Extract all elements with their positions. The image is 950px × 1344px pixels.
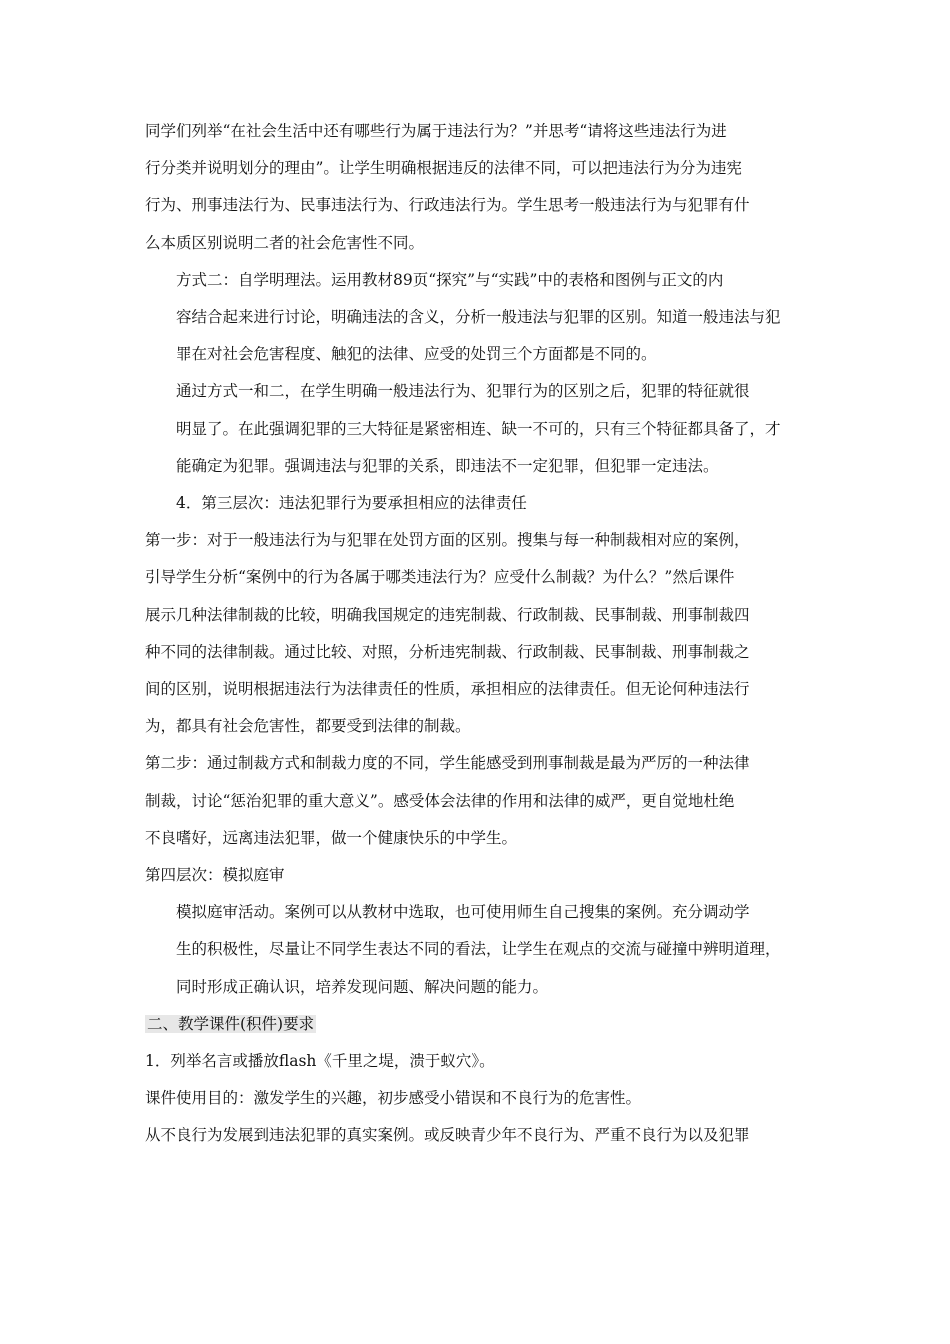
paragraph — [145, 522, 810, 745]
text-line: 1．列举名言或播放flash《千里之堤，溃于蚁穴》。 — [145, 1052, 495, 1071]
paragraph — [145, 113, 810, 262]
text-line: 同时形成正确认识，培养发现问题、解决问题的能力。 — [176, 977, 549, 996]
paragraph — [145, 1080, 810, 1117]
text-line: 方式二：自学明理法。运用教材89页“探究”与“实践”中的表格和图例与正文的内 — [176, 270, 724, 289]
paragraph — [145, 1043, 810, 1080]
text-line: 行分类并说明划分的理由”。让学生明确根据违反的法律不同，可以把违法行为分为违宪 — [145, 159, 742, 178]
text-line: 通过方式一和二，在学生明确一般违法行为、犯罪行为的区别之后，犯罪的特征就很 — [176, 382, 750, 401]
paragraph — [145, 1117, 810, 1154]
text-line: 模拟庭审活动。案例可以从教材中选取，也可使用师生自己搜集的案例。充分调动学 — [176, 903, 750, 922]
paragraph — [145, 894, 810, 1006]
text-line: 明显了。在此强调犯罪的三大特征是紧密相连、缺一不可的，只有三个特征都具备了，才 — [176, 419, 781, 438]
text-line: 罪在对社会危害程度、触犯的法律、应受的处罚三个方面都是不同的。 — [176, 345, 657, 364]
paragraph — [145, 262, 810, 374]
text-line: 第二步：通过制裁方式和制裁力度的不同，学生能感受到刑事制裁是最为严厉的一种法律 — [145, 754, 750, 773]
text-line: 种不同的法律制裁。通过比较、对照，分析违宪制裁、行政制裁、民事制裁、刑事制裁之 — [145, 642, 750, 661]
text-line: 第一步：对于一般违法行为与犯罪在处罚方面的区别。搜集与每一种制裁相对应的案例， — [145, 531, 750, 550]
paragraph — [145, 373, 810, 485]
text-line: 么本质区别说明二者的社会危害性不同。 — [145, 233, 425, 252]
text-line: 课件使用目的：激发学生的兴趣，初步感受小错误和不良行为的危害性。 — [145, 1089, 642, 1108]
text-line: 同学们列举“在社会生活中还有哪些行为属于违法行为？”并思考“请将这些违法行为进 — [145, 122, 727, 140]
text-line: 制裁，讨论“惩治犯罪的重大意义”。感受体会法律的作用和法律的威严，更自觉地杜绝 — [145, 791, 735, 810]
text-line: 第四层次：模拟庭审 — [145, 866, 285, 885]
subheading — [145, 485, 810, 522]
text-line: 生的积极性，尽量让不同学生表达不同的看法，让学生在观点的交流与碰撞中辨明道理， — [176, 940, 781, 959]
subheading — [145, 857, 810, 894]
text-line: 从不良行为发展到违法犯罪的真实案例。或反映青少年不良行为、严重不良行为以及犯罪 — [145, 1126, 750, 1145]
text-line: 容结合起来进行讨论，明确违法的含义，分析一般违法与犯罪的区别。知道一般违法与犯 — [176, 308, 781, 327]
highlighted-heading-text: 二、教学课件(积件)要求 — [147, 1014, 315, 1033]
text-line: 展示几种法律制裁的比较，明确我国规定的违宪制裁、行政制裁、民事制裁、刑事制裁四 — [145, 605, 750, 624]
text-line: 不良嗜好，远离违法犯罪，做一个健康快乐的中学生。 — [145, 828, 518, 847]
paragraph — [145, 745, 810, 857]
text-line: 4．第三层次：违法犯罪行为要承担相应的法律责任 — [176, 494, 527, 513]
text-line: 间的区别，说明根据违法行为法律责任的性质，承担相应的法律责任。但无论何种违法行 — [145, 680, 750, 699]
section-heading — [145, 1006, 810, 1043]
text-line — [145, 1006, 810, 1043]
text-line: 引导学生分析“案例中的行为各属于哪类违法行为？应受什么制裁？为什么？”然后课件 — [145, 568, 735, 587]
text-line: 能确定为犯罪。强调违法与犯罪的关系，即违法不一定犯罪，但犯罪一定违法。 — [176, 456, 719, 475]
text-line: 行为、刑事违法行为、民事违法行为、行政违法行为。学生思考一般违法行为与犯罪有什 — [145, 196, 750, 215]
document-page — [145, 113, 810, 1155]
text-line: 为，都具有社会危害性，都要受到法律的制裁。 — [145, 717, 471, 736]
